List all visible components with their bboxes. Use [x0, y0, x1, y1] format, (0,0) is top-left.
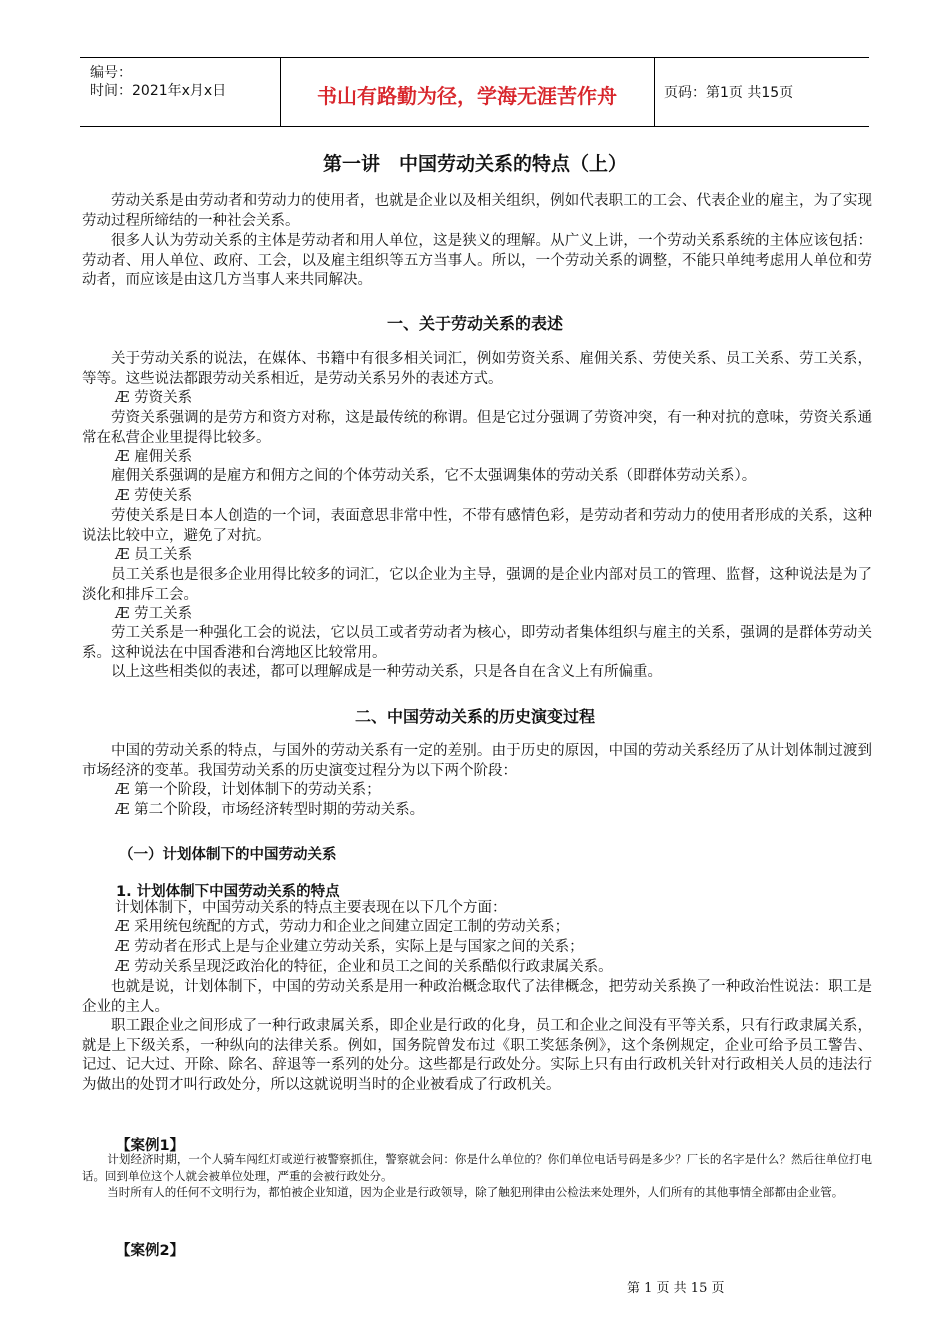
case-2-title: 【案例2】 [116, 1243, 185, 1259]
page-footer: 第 1 页 共 15 页 [627, 1281, 725, 1296]
term-label-laoshi: Æ 劳使关系 [115, 488, 193, 504]
case-1-text-2: 当时所有人的任何不文明行为，都怕被企业知道，因为企业是行政领导，除了触犯刑律由公检法来处理外，人们所有的其他事情全部都由企业管。 [107, 1185, 844, 1199]
section2-lead: 中国的劳动关系的特点，与国外的劳动关系有一定的差别。由于历史的原因，中国的劳动关系经历了从计划体制过渡到市场经济的变革。我国劳动关系的历史演变过程分为以下两个阶段： [82, 743, 872, 779]
section2-paragraph-2: 职工跟企业之间形成了一种行政隶属关系，即企业是行政的化身，员工和企业之间没有平等关系，只有行政隶属关系，就是上下级关系，一种纵向的法律关系。例如，国务院曾发布过《职工奖惩条例》，这个条例规定，企业可给予员工警告、记过、记大过、开除、除名、辞退等一系列的处分。这些都是行政处分。实际上只有由行政机关针对行政相关人员的违法行为做出的处罚才叫行政处分，所以这就说明当时的企业被看成了行政机关。 [82, 1018, 872, 1093]
term-text-laogong: 劳工关系是一种强化工会的说法，它以员工或者劳动者为核心，即劳动者集体组织与雇主的关系，强调的是群体劳动关系。这种说法在中国香港和台湾地区比较常用。 [82, 625, 872, 661]
header-motto: 书山有路勤为径，学海无涯苦作舟 [317, 84, 617, 108]
point-heading-1: 1. 计划体制下中国劳动关系的特点 [116, 884, 340, 900]
section1-closing: 以上这些相类似的表述，都可以理解成是一种劳动关系，只是各自在含义上有所偏重。 [111, 664, 662, 680]
term-label-yuangong: Æ 员工关系 [115, 547, 193, 563]
term-text-guyong: 雇佣关系强调的是雇方和佣方之间的个体劳动关系，它不太强调集体的劳动关系（即群体劳动关系）。 [111, 468, 757, 484]
stage-item-2: Æ 第二个阶段，市场经济转型时期的劳动关系。 [115, 802, 425, 818]
term-text-yuangong: 员工关系也是很多企业用得比较多的词汇，它以企业为主导，强调的是企业内部对员工的管理、监督，这种说法是为了淡化和排斥工会。 [82, 567, 872, 603]
header-motto-cell [280, 58, 655, 126]
feature-item-2: Æ 劳动者在形式上是与企业建立劳动关系，实际上是与国家之间的关系； [115, 939, 584, 955]
term-label-laozi: Æ 劳资关系 [115, 390, 193, 406]
intro-paragraph-2: 很多人认为劳动关系的主体是劳动者和用人单位，这是狭义的理解。从广义上讲，一个劳动关系系统的主体应该包括：劳动者、用人单位、政府、工会，以及雇主组织等五方当事人。所以，一个劳动关系的调整，不能只单纯考虑用人单位和劳动者，而应该是由这几方当事人来共同解决。 [82, 233, 872, 288]
term-text-laozi: 劳资关系强调的是劳方和资方对称，这是最传统的称谓。但是它过分强调了劳资冲突，有一种对抗的意味，劳资关系通常在私营企业里提得比较多。 [82, 410, 872, 446]
document-time-label: 时间：2021年x月x日 [90, 83, 227, 99]
document-header [80, 57, 869, 127]
page-title: 第一讲 中国劳动关系的特点（上） [322, 153, 627, 175]
case-1-text-1: 计划经济时期，一个人骑车闯红灯或逆行被警察抓住，警察就会问：你是什么单位的？你们单位电话号码是多少？厂长的名字是什么？然后往单位打电话。回到单位这个人就会被单位处理，严重的会被行政处分。 [82, 1152, 872, 1183]
header-page-cell [654, 58, 869, 126]
section-heading-2: 二、中国劳动关系的历史演变过程 [354, 707, 595, 726]
point-lead: 计划体制下，中国劳动关系的特点主要表现在以下几个方面： [115, 900, 507, 916]
feature-item-3: Æ 劳动关系呈现泛政治化的特征，企业和员工之间的关系酷似行政隶属关系。 [115, 959, 613, 975]
term-label-guyong: Æ 雇佣关系 [115, 449, 193, 465]
section2-paragraph-1: 也就是说，计划体制下，中国的劳动关系是用一种政治概念取代了法律概念，把劳动关系换了一种政治性说法：职工是企业的主人。 [82, 979, 872, 1015]
header-page-number: 页码：第1页 共15页 [664, 85, 794, 101]
feature-item-1: Æ 采用统包统配的方式，劳动力和企业之间建立固定工制的劳动关系； [115, 919, 570, 935]
document-number-label: 编号： [90, 65, 132, 81]
section-heading-1: 一、关于劳动关系的表述 [386, 314, 563, 333]
stage-item-1: Æ 第一个阶段，计划体制下的劳动关系； [115, 782, 381, 798]
header-meta-cell [80, 58, 281, 126]
intro-paragraph-1: 劳动关系是由劳动者和劳动力的使用者，也就是企业以及相关组织，例如代表职工的工会、代表企业的雇主，为了实现劳动过程所缔结的一种社会关系。 [82, 193, 872, 229]
term-text-laoshi: 劳使关系是日本人创造的一个词，表面意思非常中性，不带有感情色彩，是劳动者和劳动力的使用者形成的关系，这种说法比较中立，避免了对抗。 [82, 508, 872, 544]
section1-lead: 关于劳动关系的说法，在媒体、书籍中有很多相关词汇，例如劳资关系、雇佣关系、劳使关系、员工关系、劳工关系，等等。这些说法都跟劳动关系相近，是劳动关系另外的表述方式。 [82, 351, 872, 387]
term-label-laogong: Æ 劳工关系 [115, 606, 193, 622]
case-1-title: 【案例1】 [116, 1138, 185, 1154]
sub-heading-planned-economy: （一）计划体制下的中国劳动关系 [119, 847, 337, 863]
